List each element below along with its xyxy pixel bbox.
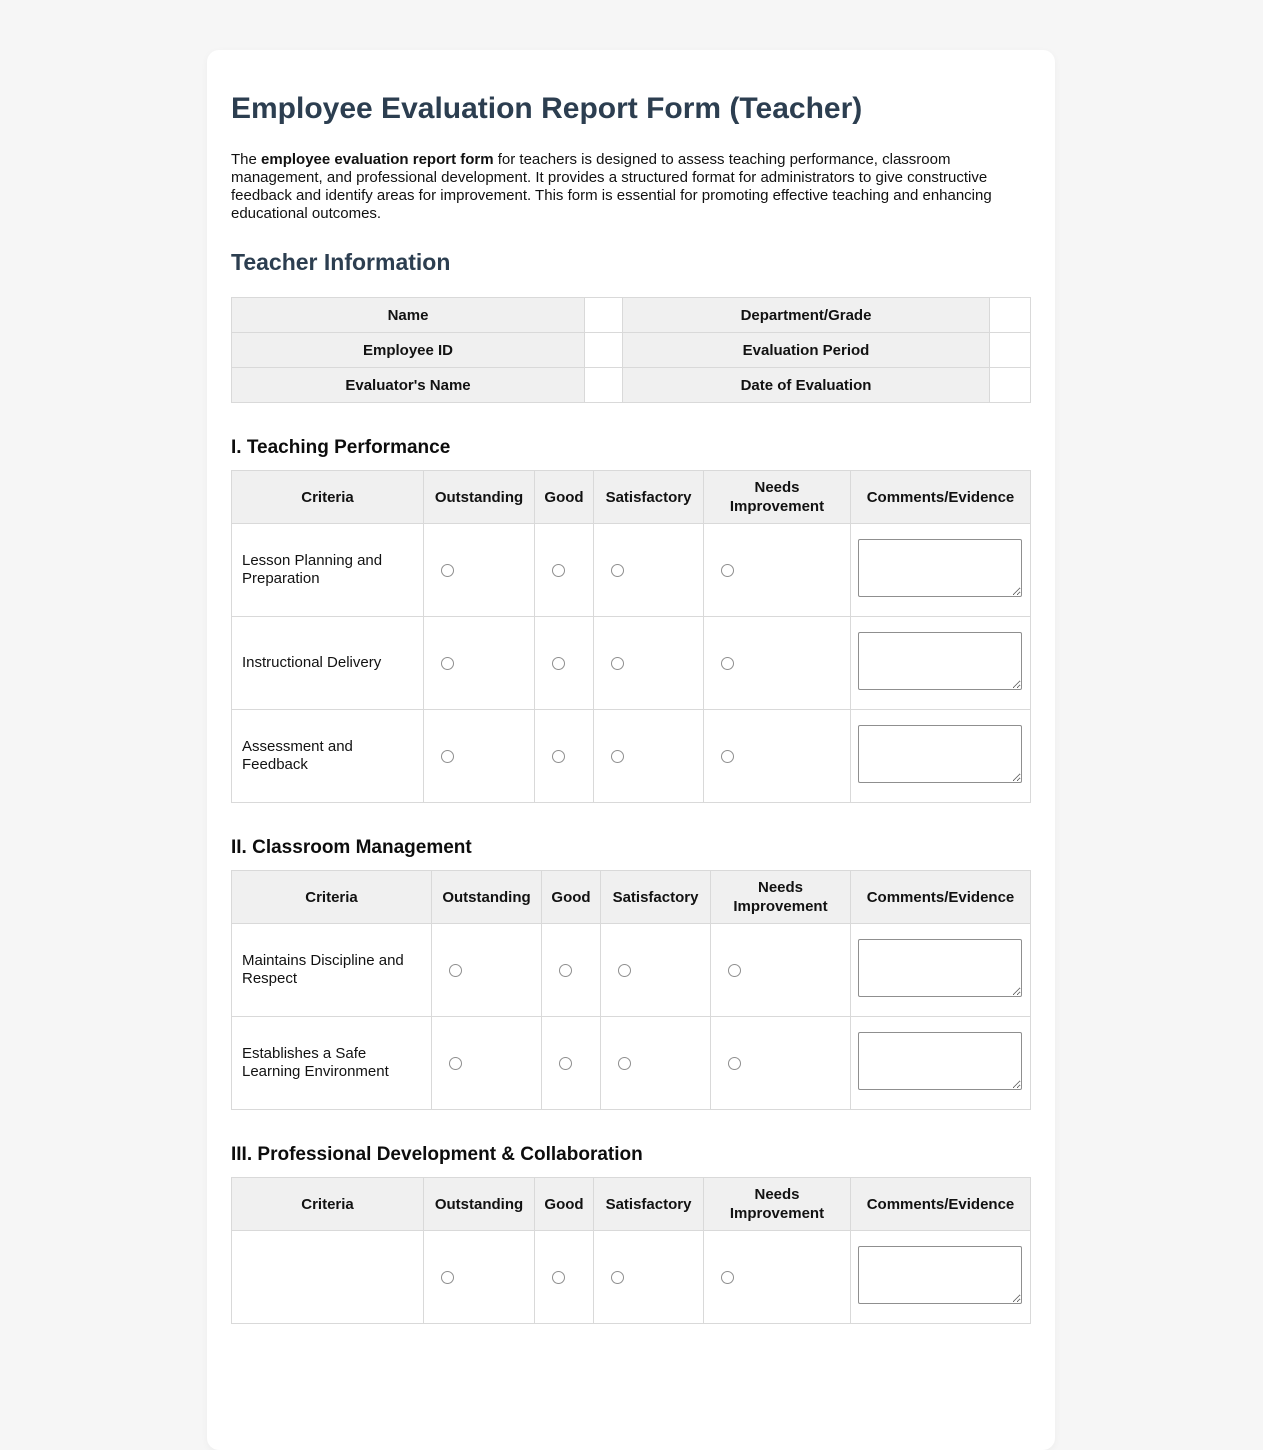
- column-header-criteria: Criteria: [232, 1178, 424, 1231]
- column-header-criteria: Criteria: [232, 871, 432, 924]
- criteria-cell: Maintains Discipline and Respect: [232, 924, 432, 1017]
- rating-cell-outstanding: [424, 617, 535, 710]
- rating-cell-satisfactory: [594, 617, 704, 710]
- rating-row-assessment-feedback: [232, 710, 1031, 803]
- radio-satisfactory[interactable]: [618, 1057, 631, 1070]
- rating-cell-good: [542, 1017, 601, 1110]
- rating-table-professional-development: [231, 1177, 1031, 1324]
- teacher-information-heading: Teacher Information: [231, 249, 451, 275]
- radio-needs-improvement[interactable]: [721, 564, 734, 577]
- info-cell-evaluator-name: [585, 368, 623, 403]
- rating-row-instructional-delivery: [232, 617, 1031, 710]
- column-header-criteria: Criteria: [232, 471, 424, 524]
- section-teaching-performance: [231, 437, 1031, 803]
- radio-needs-improvement[interactable]: [721, 1271, 734, 1284]
- comments-textarea[interactable]: [858, 725, 1022, 783]
- rating-cell-needs-improvement: [711, 924, 851, 1017]
- rating-cell-satisfactory: [594, 710, 704, 803]
- column-header-good: Good: [542, 871, 601, 924]
- rating-cell-needs-improvement: [704, 617, 851, 710]
- info-cell-employee-id: [585, 333, 623, 368]
- section-heading-teaching-performance: I. Teaching Performance: [231, 437, 451, 458]
- rating-row-maintains-discipline: [232, 924, 1031, 1017]
- info-row: [232, 333, 1031, 368]
- teacher-info-table: [231, 297, 1031, 403]
- comments-cell: [851, 1231, 1031, 1324]
- column-header-comments-evidence: Comments/Evidence: [851, 1178, 1031, 1231]
- info-label-department-grade: Department/Grade: [623, 298, 990, 333]
- column-header-needs-improvement: Needs Improvement: [704, 1178, 851, 1231]
- info-cell-name: [585, 298, 623, 333]
- info-label-name: Name: [232, 298, 585, 333]
- column-header-outstanding: Outstanding: [424, 1178, 535, 1231]
- info-label-evaluation-period: Evaluation Period: [623, 333, 990, 368]
- intro-text-after: for teachers is designed to assess teaching performance, classroom management, and professional development. It provides a structured format for administrators to give constructive feedback and identify areas for improvement. This form is essential for promoting effective teaching and enhancing educational outcomes.: [231, 151, 992, 222]
- criteria-cell: Assessment and Feedback: [232, 710, 424, 803]
- rating-cell-good: [535, 1231, 594, 1324]
- section-professional-development: [231, 1144, 1031, 1324]
- radio-needs-improvement[interactable]: [721, 657, 734, 670]
- rating-cell-good: [535, 617, 594, 710]
- info-cell-date-of-evaluation: [990, 368, 1031, 403]
- radio-good[interactable]: [552, 750, 565, 763]
- criteria-cell: Establishes a Safe Learning Environment: [232, 1017, 432, 1110]
- rating-cell-needs-improvement: [704, 1231, 851, 1324]
- info-row: [232, 368, 1031, 403]
- column-header-outstanding: Outstanding: [432, 871, 542, 924]
- section-heading-professional-development: III. Professional Development & Collaboration: [231, 1144, 643, 1165]
- info-input-evaluator-name[interactable]: [585, 369, 622, 401]
- info-label-employee-id: Employee ID: [232, 333, 585, 368]
- rating-cell-outstanding: [424, 524, 535, 617]
- comments-cell: [851, 524, 1031, 617]
- column-header-satisfactory: Satisfactory: [594, 1178, 704, 1231]
- radio-outstanding[interactable]: [441, 657, 454, 670]
- info-input-department-grade[interactable]: [990, 299, 1030, 331]
- rating-cell-needs-improvement: [704, 710, 851, 803]
- column-header-satisfactory: Satisfactory: [601, 871, 711, 924]
- intro-bold-phrase: employee evaluation report form: [261, 151, 494, 168]
- radio-outstanding[interactable]: [441, 1271, 454, 1284]
- info-label-evaluator-name: Evaluator's Name: [232, 368, 585, 403]
- rating-header-row: [232, 471, 1031, 524]
- column-header-good: Good: [535, 471, 594, 524]
- info-input-evaluation-period[interactable]: [990, 334, 1030, 366]
- comments-textarea[interactable]: [858, 1246, 1022, 1304]
- rating-cell-satisfactory: [594, 524, 704, 617]
- rating-cell-satisfactory: [601, 1017, 711, 1110]
- rating-cell-needs-improvement: [704, 524, 851, 617]
- criteria-cell: Lesson Planning and Preparation: [232, 524, 424, 617]
- rating-cell-outstanding: [432, 924, 542, 1017]
- radio-satisfactory[interactable]: [618, 964, 631, 977]
- radio-needs-improvement[interactable]: [728, 964, 741, 977]
- rating-table-teaching-performance: [231, 470, 1031, 803]
- radio-outstanding[interactable]: [441, 750, 454, 763]
- radio-good[interactable]: [559, 964, 572, 977]
- comments-cell: [851, 617, 1031, 710]
- info-label-date-of-evaluation: Date of Evaluation: [623, 368, 990, 403]
- intro-paragraph: [231, 151, 1031, 223]
- rating-cell-needs-improvement: [711, 1017, 851, 1110]
- comments-cell: [851, 1017, 1031, 1110]
- radio-needs-improvement[interactable]: [721, 750, 734, 763]
- column-header-satisfactory: Satisfactory: [594, 471, 704, 524]
- column-header-good: Good: [535, 1178, 594, 1231]
- info-cell-department-grade: [990, 298, 1031, 333]
- rating-cell-good: [542, 924, 601, 1017]
- rating-row-safe-learning-environment: [232, 1017, 1031, 1110]
- radio-outstanding[interactable]: [441, 564, 454, 577]
- radio-satisfactory[interactable]: [611, 1271, 624, 1284]
- rating-cell-outstanding: [424, 710, 535, 803]
- radio-satisfactory[interactable]: [611, 657, 624, 670]
- radio-satisfactory[interactable]: [611, 564, 624, 577]
- page-title: Employee Evaluation Report Form (Teacher): [231, 92, 863, 125]
- radio-needs-improvement[interactable]: [728, 1057, 741, 1070]
- info-input-name[interactable]: [585, 299, 622, 331]
- rating-table-classroom-management: [231, 870, 1031, 1110]
- comments-textarea[interactable]: [858, 632, 1022, 690]
- rating-cell-outstanding: [424, 1231, 535, 1324]
- comments-cell: [851, 924, 1031, 1017]
- comments-textarea[interactable]: [858, 539, 1022, 597]
- radio-satisfactory[interactable]: [611, 750, 624, 763]
- comments-textarea[interactable]: [858, 1032, 1022, 1090]
- rating-cell-satisfactory: [601, 924, 711, 1017]
- rating-header-row: [232, 1178, 1031, 1231]
- form-card: [207, 50, 1055, 1450]
- radio-outstanding[interactable]: [449, 1057, 462, 1070]
- info-input-date-of-evaluation[interactable]: [990, 369, 1030, 401]
- info-input-employee-id[interactable]: [585, 334, 622, 366]
- info-row: [232, 298, 1031, 333]
- rating-cell-outstanding: [432, 1017, 542, 1110]
- intro-text-before: The: [231, 151, 262, 168]
- radio-good[interactable]: [552, 564, 565, 577]
- column-header-comments-evidence: Comments/Evidence: [851, 871, 1031, 924]
- column-header-outstanding: Outstanding: [424, 471, 535, 524]
- rating-cell-satisfactory: [594, 1231, 704, 1324]
- comments-cell: [851, 710, 1031, 803]
- rating-cell-good: [535, 710, 594, 803]
- rating-row: [232, 1231, 1031, 1324]
- rating-header-row: [232, 871, 1031, 924]
- criteria-cell: Instructional Delivery: [232, 617, 424, 710]
- column-header-comments-evidence: Comments/Evidence: [851, 471, 1031, 524]
- rating-row-lesson-planning: [232, 524, 1031, 617]
- criteria-cell: [232, 1231, 424, 1324]
- column-header-needs-improvement: Needs Improvement: [704, 471, 851, 524]
- rating-cell-good: [535, 524, 594, 617]
- column-header-needs-improvement: Needs Improvement: [711, 871, 851, 924]
- info-cell-evaluation-period: [990, 333, 1031, 368]
- radio-good[interactable]: [559, 1057, 572, 1070]
- section-classroom-management: [231, 837, 1031, 1110]
- comments-textarea[interactable]: [858, 939, 1022, 997]
- section-heading-classroom-management: II. Classroom Management: [231, 837, 472, 858]
- radio-good[interactable]: [552, 657, 565, 670]
- radio-good[interactable]: [552, 1271, 565, 1284]
- radio-outstanding[interactable]: [449, 964, 462, 977]
